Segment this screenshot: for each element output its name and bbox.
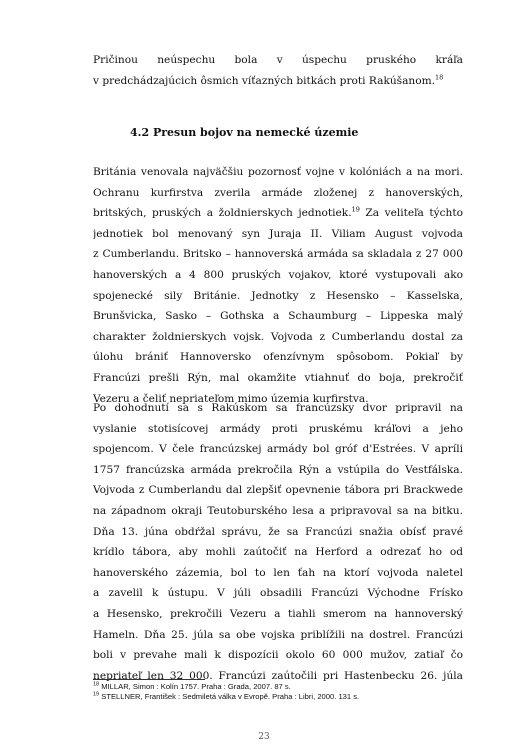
text-line: Británia venovala najväčšiu pozornosť vojne v kolóniách a na mori. — [93, 166, 463, 178]
text-line: hanoverských a 4 800 pruských vojakov, ktoré vystupovali ako — [93, 268, 463, 281]
text-line: Dňa 13. júna obdŕžal správu, že sa Francúzi snažia obísť pravé — [93, 525, 463, 538]
text-line: Brunšvicka, Sasko – Gothska a Schaumburg – Lippeska malý — [93, 310, 463, 323]
text-line: Po dohodnutí sa s Rakúskom sa francúzsky dvor pripravil na — [93, 402, 463, 414]
text-line: charakter žoldnierskych vojsk. Vojvoda z Cumberlandu dostal za — [93, 330, 463, 343]
text-line: na západnom okraji Teutoburského lesa a pripravoval sa na bitku. — [93, 504, 463, 517]
text-line: boli v prevahe mali k dispozícii okolo 60 000 mužov, zatiaľ čo — [93, 649, 463, 662]
text-line: krídlo tábora, aby mohli zaútočiť na Herford a odrezať ho od — [93, 546, 463, 559]
text-line: Vezeru a čeliť nepriateľom mimo územia kurfirstva. — [93, 392, 369, 405]
text-line: Pričinou neúspechu bola v úspechu pruského kráľa — [93, 54, 463, 66]
footnote-number: 19 — [93, 690, 100, 697]
text-line: jednotiek bol menovaný syn Juraja II. Viliam August vojvoda — [93, 227, 463, 240]
text-line: britských, pruských a žoldnierskych jednotiek. — [93, 207, 352, 220]
text-line: hanoverského zázemia, bol to len ťah na ktorí vojvoda naletel — [93, 566, 463, 579]
text-line: spojencom. V čele francúzskej armády bol gróf d'Estrées. V apríli — [93, 443, 463, 456]
footnote-ref[interactable]: 19 — [351, 205, 360, 214]
footnote-text: MILLAR, Simon : Kolín 1757. Praha : Grada, 2007. 87 s. — [101, 682, 291, 691]
text-line: spojenecké sily Británie. Jednotky z Hesensko – Kasselska, — [93, 289, 463, 302]
footnote-19 — [93, 692, 463, 702]
text-line: Francúzi prešli Rýn, mal okamžite vtiahnuť do boja, prekročiť — [93, 371, 463, 384]
footnote-ref[interactable]: 18 — [435, 73, 444, 82]
text-line-with-footnote — [93, 203, 463, 224]
footnotes — [93, 682, 463, 701]
footnote-text: STELLNER, František : Sedmiletá válka v Evropě. Praha : Libri, 2000. 131 s. — [101, 691, 360, 701]
paragraph-2 — [93, 398, 463, 686]
text-line: z Cumberlandu. Britsko – hannoverská armáda sa skladala z 27 000 — [93, 248, 463, 261]
page-number: 23 — [258, 732, 270, 742]
text-line: Hameln. Dňa 25. júla sa obe vojska priblížili na dostrel. Francúzi — [93, 628, 463, 641]
section-heading: 4.2 Presun bojov na nemecké územie — [130, 126, 359, 139]
text-line: Ochranu kurfirstva zverila armáde zloženej z hanoverských, — [93, 186, 463, 199]
footnote-number: 18 — [93, 681, 100, 688]
text-line: 1757 francúzska armáda prekročila Rýn a vstúpila do Vestfálska. — [93, 463, 463, 476]
paragraph-1 — [93, 162, 463, 409]
text-line: nepriateľ len 32 000. Francúzi zaútočili pri Hastenbecku 26. júla — [93, 669, 463, 682]
footnote-18 — [93, 682, 463, 692]
footnote-separator — [93, 679, 205, 680]
intro-paragraph — [93, 50, 463, 91]
text-line: úlohu brániť Hannoversko ofenzívnym spôsobom. Pokiaľ by — [93, 351, 463, 364]
text-line: a Hesensko, prekročili Vezeru a tiahli smerom na hannoverský — [93, 607, 463, 620]
text-line-tail: Za veliteľa týchto — [359, 207, 463, 220]
text-line: Vojvoda z Cumberlandu dal zlepšiť opevnenie tábora pri Brackwede — [93, 484, 463, 497]
text-line: a zavelil k ústupu. V júli obsadili Francúzi Východne Frísko — [93, 587, 463, 600]
text-line-with-footnote — [93, 71, 463, 92]
text-line: v predchádzajúcich ôsmich víťazných bitkách proti Rakúšanom. — [93, 74, 436, 87]
text-line: vyslanie stotisícovej armády proti pruskému kráľovi a jeho — [93, 422, 463, 435]
